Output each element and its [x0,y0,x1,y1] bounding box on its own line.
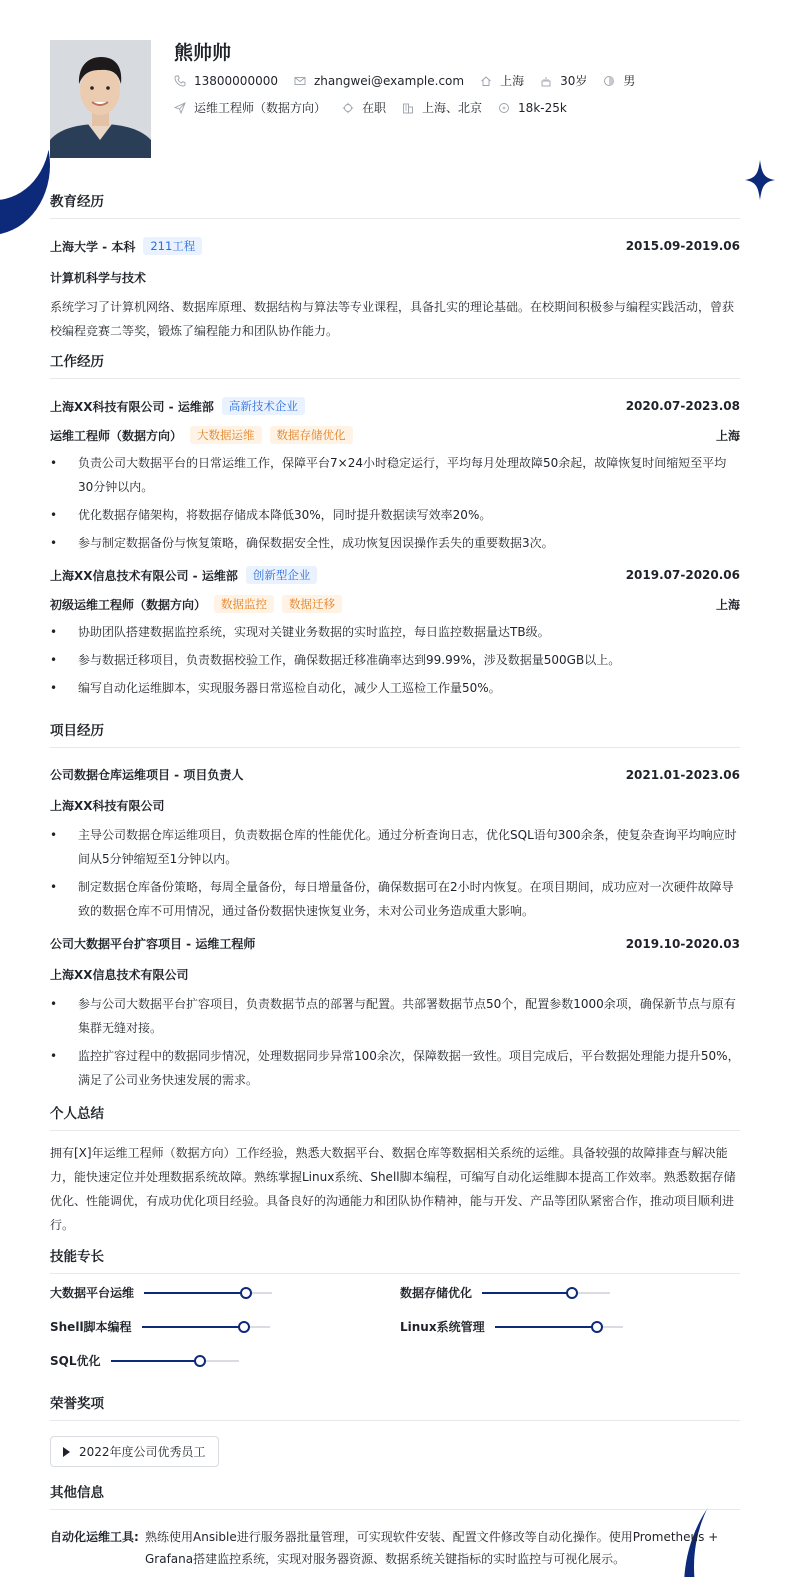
age-text: 30岁 [560,74,588,88]
role-tag: 数据迁移 [282,595,342,613]
status-item [342,99,386,116]
project-company: 上海XX科技有限公司 [50,799,165,813]
role-name: 初级运维工程师（数据方向） [50,597,207,612]
school-name: 上海大学 - 本科 [50,239,136,254]
candidate-name: 熊帅帅 [174,42,232,64]
project-item [50,766,740,923]
section-title: 教育经历 [50,190,740,219]
skill-name: 数据存储优化 [400,1286,473,1300]
project-bullets [50,992,740,1092]
skill-level-track [495,1326,623,1328]
target-city-item [402,99,482,116]
phone-item [174,74,278,88]
education-section [50,190,740,343]
project-bullets [50,823,740,923]
project-company: 上海XX信息技术有限公司 [50,968,189,982]
list-item: • 参与公司大数据平台扩容项目，负责数据节点的部署与配置。共部署数据节点50个，配置参数1000余项，确保新节点与原有集群无缝对接。 [50,992,740,1040]
summary-text: 拥有[X]年运维工程师（数据方向）工作经验，熟悉大数据平台、数据仓库等数据相关系统的运维。具备较强的故障排查与解决能力，能快速定位并处理数据系统故障。熟练掌握Linux系统、Shell脚本编程，可编写自动化运维脚本提高工作效率。熟悉数据存储优化、性能调优，有成功优化项目经验。具备良好的沟通能力和团队协作精神，能与开发、产品等团队紧密合作，推动项目顺利进行。 [50,1146,736,1232]
skill-level-knob [566,1287,578,1299]
phone-icon [174,75,186,87]
skill-level-fill [144,1292,246,1294]
major-name: 计算机科学与技术 [50,271,147,285]
work-section [50,350,740,704]
skill-name: SQL优化 [50,1354,101,1368]
gender-icon [603,75,615,87]
education-date: 2015.09-2019.06 [625,239,740,253]
section-title: 项目经历 [50,719,740,748]
email-item [294,74,464,88]
status-text: 在职 [362,101,387,115]
skill-level-knob [240,1287,252,1299]
work-date: 2020.07-2023.08 [625,399,740,413]
resume-header [50,0,740,170]
skill-level-fill [495,1326,597,1328]
project-date: 2021.01-2023.06 [625,767,740,782]
work-role-row [50,426,740,444]
section-title: 工作经历 [50,350,740,379]
project-name: 公司数据仓库运维项目 - 项目负责人 [50,768,244,782]
list-item: • 主导公司数据仓库运维项目，负责数据仓库的性能优化。通过分析查询日志，优化SQL语句300余条，使复杂查询平均响应时间从5分钟缩短至1分钟以内。 [50,823,740,871]
skill-level-track [142,1326,270,1328]
list-item: • 制定数据仓库备份策略，每周全量备份，每日增量备份，确保数据可在2小时内恢复。在项目期间，成功应对一次硬件故障导致的数据仓库不可用情况，通过备份数据快速恢复业务，未对公司业务造成重大影响。 [50,875,740,923]
skill-item [50,1318,270,1335]
education-description: 系统学习了计算机网络、数据库原理、数据结构与算法等专业课程，具备扎实的理论基础。在校期间积极参与编程实践活动，曾获校编程竞赛二等奖，锻炼了编程能力和团队协作能力。 [50,300,735,338]
project-date: 2019.10-2020.03 [625,936,740,951]
salary-item [498,101,567,115]
role-name: 运维工程师（数据方向） [50,428,183,443]
work-bullets [50,451,740,555]
work-company-row [50,397,740,415]
salary-text: 18k-25k [518,100,567,115]
email-text: zhangwei@example.com [313,73,465,88]
projects-section [50,719,740,1096]
list-item: • 协助团队搭建数据监控系统，实现对关键业务数据的实时监控，每日监控数据量达TB级。 [50,620,740,644]
skill-item [400,1284,610,1301]
work-date: 2019.07-2020.06 [625,568,740,582]
city-item [480,72,524,89]
company-tag: 高新技术企业 [222,397,305,415]
work-company-row [50,566,740,584]
list-item: • 参与数据迁移项目，负责数据校验工作，确保数据迁移准确率达到99.99%，涉及数据量500GB以上。 [50,648,740,672]
home-icon [480,75,492,87]
skill-level-fill [482,1292,572,1294]
phone-text: 13800000000 [194,73,278,88]
education-header-row [50,237,740,255]
skill-item [50,1284,272,1301]
role-tag: 数据存储优化 [270,426,353,444]
target-role-text: 运维工程师（数据方向） [194,101,327,115]
skill-item [400,1318,623,1335]
work-role-row [50,595,740,613]
building-icon [402,102,414,114]
skill-level-track [482,1292,610,1294]
contact-info-row [174,72,651,89]
project-header-row [50,766,740,783]
other-info-text: 熟练使用Ansible进行服务器批量管理，可实现软件安装、配置文件修改等自动化操作。使用Prometheus + Grafana搭建监控系统，实现对服务器资源、数据系统关键指标的实时监控与可视化展示。 [145,1530,719,1566]
section-title: 技能专长 [50,1245,740,1274]
mail-icon [294,75,306,87]
salary-icon [498,102,510,114]
work-bullets [50,620,740,700]
list-item: • 负责公司大数据平台的日常运维工作，保障平台7×24小时稳定运行，平均每月处理故障50余起，故障恢复时间缩短至平均30分钟以内。 [50,451,740,499]
sparkle-icon [745,160,775,200]
target-city-text: 上海、北京 [422,101,483,115]
skill-level-fill [142,1326,244,1328]
skill-level-knob [194,1355,206,1367]
work-item [50,397,740,555]
skill-name: 大数据平台运维 [50,1286,135,1300]
company-tag: 创新型企业 [246,566,318,584]
project-header-row [50,935,740,952]
section-title: 其他信息 [50,1481,740,1510]
job-intent-row [174,99,583,116]
section-title: 个人总结 [50,1102,740,1131]
list-item: • 优化数据存储架构，将数据存储成本降低30%，同时提升数据读写效率20%。 [50,503,740,527]
skill-name: Shell脚本编程 [50,1320,132,1334]
other-info-label: 自动化运维工具: [50,1530,139,1544]
list-item: • 监控扩容过程中的数据同步情况，处理数据同步异常100余次，保障数据一致性。项目完成后，平台数据处理能力提升50%，满足了公司业务快速发展的需求。 [50,1044,740,1092]
award-badge [50,1436,219,1467]
target-role-item [174,99,326,116]
city-text: 上海 [500,74,525,88]
work-location: 上海 [715,428,740,443]
skill-level-track [111,1360,239,1362]
skill-level-track [144,1292,272,1294]
gender-text: 男 [623,74,636,88]
role-tag: 大数据运维 [190,426,262,444]
project-name: 公司大数据平台扩容项目 - 运维工程师 [50,937,256,951]
gender-item [603,72,635,89]
award-text: 2022年度公司优秀员工 [79,1445,206,1459]
skills-section [50,1245,740,1375]
list-item: • 参与制定数据备份与恢复策略，确保数据安全性，成功恢复因误操作丢失的重要数据3次。 [50,531,740,555]
other-info-row [50,1526,740,1570]
avatar [50,40,151,158]
skill-level-fill [111,1360,201,1362]
summary-section [50,1102,740,1237]
age-item [540,72,587,89]
skill-item [50,1352,239,1369]
list-item: • 编写自动化运维脚本，实现服务器日常巡检自动化，减少人工巡检工作量50%。 [50,676,740,700]
skill-level-knob [238,1321,250,1333]
triangle-icon [63,1447,70,1457]
cake-icon [540,75,552,87]
work-location: 上海 [715,597,740,612]
section-title: 荣誉奖项 [50,1392,740,1421]
company-name: 上海XX信息技术有限公司 - 运维部 [50,568,238,583]
resume-page [50,0,740,1566]
role-tag: 数据监控 [214,595,274,613]
school-tag: 211工程 [143,237,202,255]
send-icon [174,102,186,114]
skill-name: Linux系统管理 [400,1320,485,1334]
work-item [50,566,740,700]
other-info-section [50,1481,740,1570]
skill-level-knob [591,1321,603,1333]
status-icon [342,102,354,114]
project-item [50,935,740,1092]
awards-section [50,1392,740,1467]
company-name: 上海XX科技有限公司 - 运维部 [50,399,214,414]
